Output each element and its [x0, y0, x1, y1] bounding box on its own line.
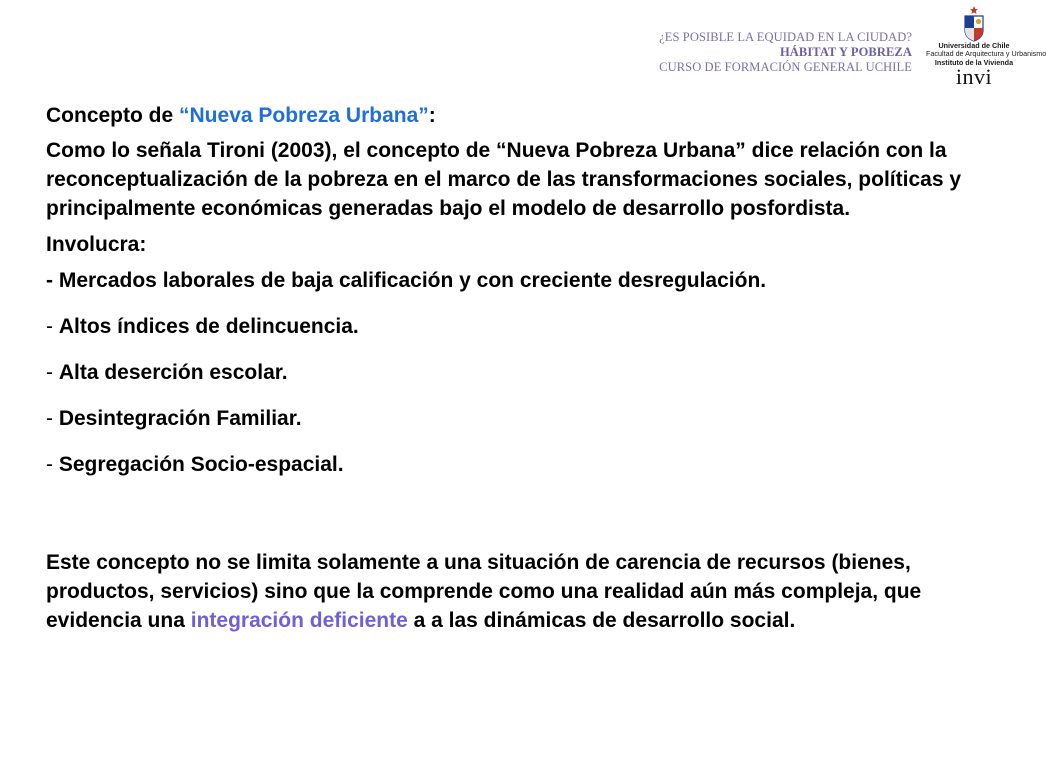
- bullet-text: Altos índices de delincuencia.: [58, 315, 359, 338]
- bullet-text: Mercados laborales de baja calificación y con creciente desregulación.: [58, 269, 767, 292]
- bullet-dash: -: [46, 269, 59, 292]
- bullet-text: Alta deserción escolar.: [58, 361, 288, 384]
- slide-body: [46, 101, 986, 635]
- logo-university-name: Universidad de Chile: [938, 41, 1010, 50]
- header-line-topic: HÁBITAT Y POBREZA: [779, 45, 912, 59]
- bullet-text: Desintegración Familiar.: [58, 407, 302, 430]
- list-item: [46, 450, 986, 479]
- list-item: [46, 358, 986, 387]
- header-line-course: CURSO DE FORMACIÓN GENERAL UCHILE: [659, 60, 912, 74]
- closing-text-before: Este concepto no se limita solamente a una situación de carencia de recursos (bienes, productos, servicios) sino que la comprende como una realidad aún más compleja, que evidencia una: [46, 551, 922, 632]
- header-line-question: ¿ES POSIBLE LA EQUIDAD EN LA CIUDAD?: [659, 30, 912, 44]
- closing-paragraph: [46, 548, 986, 635]
- bullet-dash: -: [46, 315, 59, 338]
- closing-highlight: integración deficiente: [190, 609, 408, 632]
- list-item: [46, 404, 986, 433]
- intro-paragraph: Como lo señala Tironi (2003), el concepto de “Nueva Pobreza Urbana” dice relación con la reconceptualización de la pobreza en el marco de las transformaciones sociales, políticas y principalmente económicas generadas bajo el modelo de desarrollo posfordista.: [46, 139, 962, 220]
- title-suffix: :: [428, 104, 436, 127]
- list-item: [46, 266, 986, 295]
- slide-title: [46, 101, 986, 130]
- logo-wordmark: invi: [955, 64, 993, 90]
- course-header: [659, 30, 912, 75]
- involucra-label: Involucra:: [46, 233, 147, 256]
- bullet-dash: -: [46, 453, 59, 476]
- bullet-text: Segregación Socio-espacial.: [58, 453, 344, 476]
- list-item: [46, 312, 986, 341]
- bullet-dash: -: [46, 361, 59, 384]
- institution-logo: [926, 6, 1046, 90]
- title-term: “Nueva Pobreza Urbana”: [179, 104, 429, 127]
- logo-faculty-name: Facultad de Arquitectura y Urbanismo: [926, 49, 1046, 59]
- logo-institute-name: Instituto de la Vivienda: [934, 57, 1014, 67]
- closing-text-after: a a las dinámicas de desarrollo social.: [407, 609, 796, 632]
- paragraph-spacer: [46, 496, 986, 548]
- bullet-dash: -: [46, 407, 59, 430]
- title-prefix: Concepto de: [46, 104, 180, 127]
- university-crest-icon: [962, 6, 986, 42]
